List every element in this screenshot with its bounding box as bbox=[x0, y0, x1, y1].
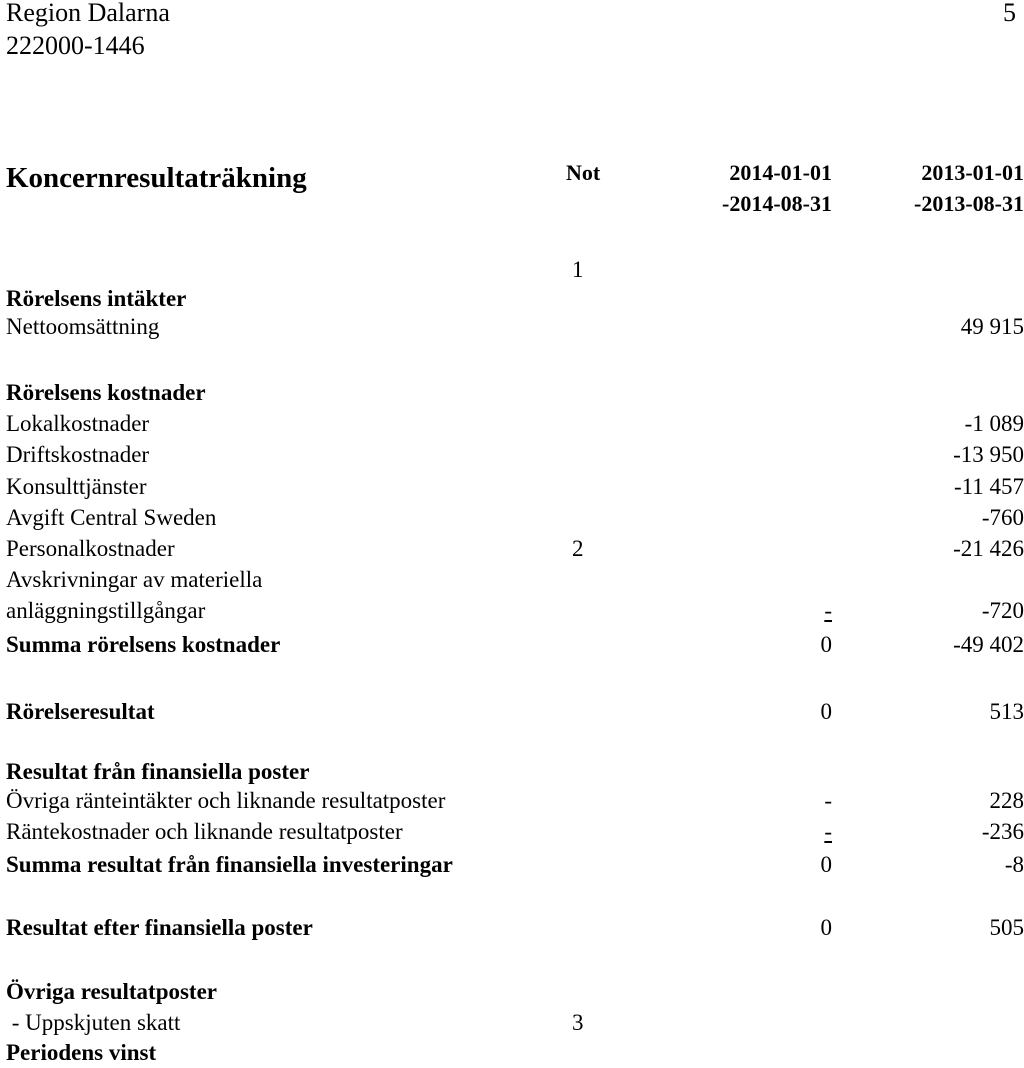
row-prior-value: -1 089 bbox=[965, 409, 1024, 439]
row-label: Övriga resultatposter bbox=[6, 977, 217, 1007]
period-prior-from: 2013-01-01 bbox=[921, 158, 1024, 188]
row-prior-value: -49 402 bbox=[953, 630, 1024, 660]
row-label: Rörelsens kostnader bbox=[6, 378, 206, 408]
table-row bbox=[6, 440, 1024, 470]
row-current-value: - bbox=[824, 596, 832, 626]
row-label: Övriga ränteintäkter och liknande resultatposter bbox=[6, 786, 445, 816]
row-prior-value: 513 bbox=[990, 697, 1024, 727]
table-row bbox=[6, 817, 1024, 847]
row-current-value: 0 bbox=[821, 913, 833, 943]
row-label: anläggningstillgångar bbox=[6, 596, 205, 626]
page-number: 5 bbox=[1003, 0, 1016, 28]
row-label: Resultat från finansiella poster bbox=[6, 757, 309, 787]
row-prior-value: 228 bbox=[990, 786, 1024, 816]
table-row bbox=[6, 255, 1024, 285]
row-prior-value: 505 bbox=[990, 913, 1024, 943]
row-label: Driftskostnader bbox=[6, 440, 149, 470]
row-prior-value: -8 bbox=[1005, 850, 1024, 880]
period-current-to: -2014-08-31 bbox=[722, 189, 832, 219]
row-label: Summa rörelsens kostnader bbox=[6, 630, 280, 660]
table-row-total bbox=[6, 913, 1024, 943]
row-label: Konsulttjänster bbox=[6, 472, 147, 502]
row-note: 3 bbox=[572, 1008, 584, 1038]
table-row-total bbox=[6, 697, 1024, 727]
row-current-value: - bbox=[824, 786, 832, 816]
row-label: Avskrivningar av materiella bbox=[6, 565, 262, 595]
table-row bbox=[6, 534, 1024, 564]
row-note: 2 bbox=[572, 534, 584, 564]
row-label: Summa resultat från finansiella investeringar bbox=[6, 850, 453, 880]
row-label: Avgift Central Sweden bbox=[6, 503, 216, 533]
row-prior-value: -236 bbox=[982, 817, 1024, 847]
row-label: Nettoomsättning bbox=[6, 312, 159, 342]
row-label: - Uppskjuten skatt bbox=[6, 1008, 180, 1038]
section-heading bbox=[6, 977, 1024, 1007]
row-label: Resultat efter finansiella poster bbox=[6, 913, 313, 943]
org-name: Region Dalarna bbox=[6, 0, 170, 28]
row-prior-value: -21 426 bbox=[953, 534, 1024, 564]
org-number: 222000-1446 bbox=[6, 31, 145, 61]
section-heading bbox=[6, 378, 1024, 408]
row-label: Räntekostnader och liknande resultatposter bbox=[6, 817, 403, 847]
column-not-header: Not bbox=[566, 158, 600, 188]
table-row bbox=[6, 472, 1024, 502]
table-row bbox=[6, 409, 1024, 439]
row-current-value: 0 bbox=[821, 850, 833, 880]
row-prior-value: 49 915 bbox=[961, 312, 1024, 342]
table-row bbox=[6, 786, 1024, 816]
statement-title: Koncernresultaträkning bbox=[6, 162, 307, 195]
row-prior-value: -760 bbox=[982, 503, 1024, 533]
row-current-value: - bbox=[824, 817, 832, 847]
table-row bbox=[6, 503, 1024, 533]
period-prior-to: -2013-08-31 bbox=[914, 189, 1024, 219]
table-row-total bbox=[6, 1038, 1024, 1068]
row-label: Lokalkostnader bbox=[6, 409, 149, 439]
table-row bbox=[6, 1008, 1024, 1038]
table-row-total bbox=[6, 850, 1024, 880]
row-label: Periodens vinst bbox=[6, 1038, 156, 1068]
table-row bbox=[6, 596, 1024, 626]
row-label: Personalkostnader bbox=[6, 534, 175, 564]
section-heading bbox=[6, 284, 1024, 314]
row-current-value: 0 bbox=[821, 697, 833, 727]
row-note: 1 bbox=[572, 255, 584, 285]
table-row bbox=[6, 565, 1024, 595]
row-current-value: 0 bbox=[821, 630, 833, 660]
section-heading bbox=[6, 757, 1024, 787]
table-row bbox=[6, 312, 1024, 342]
row-label: Rörelsens intäkter bbox=[6, 284, 186, 314]
row-prior-value: -13 950 bbox=[953, 440, 1024, 470]
period-current-from: 2014-01-01 bbox=[729, 158, 832, 188]
row-prior-value: -11 457 bbox=[954, 472, 1024, 502]
table-row-total bbox=[6, 630, 1024, 660]
row-prior-value: -720 bbox=[982, 596, 1024, 626]
row-label: Rörelseresultat bbox=[6, 697, 155, 727]
